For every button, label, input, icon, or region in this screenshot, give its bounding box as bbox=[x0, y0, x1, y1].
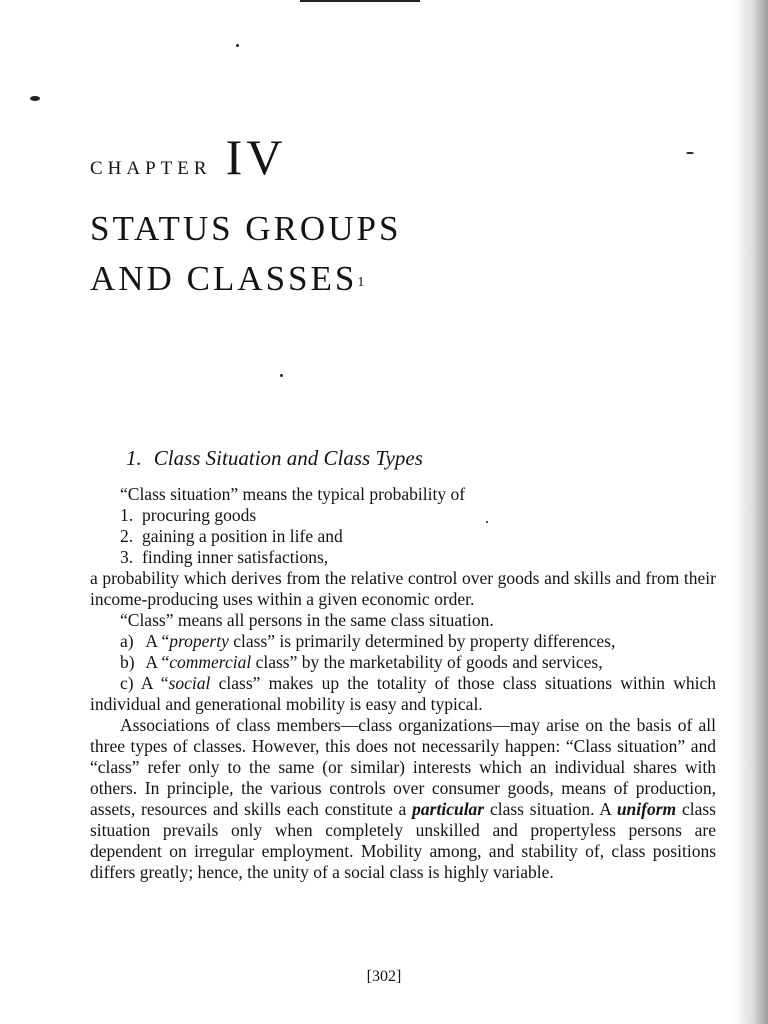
chapter-number: IV bbox=[225, 129, 287, 185]
paragraph-class-situation: “Class situation” means the typical probability of bbox=[120, 484, 466, 504]
list-item bbox=[90, 505, 716, 526]
section-heading bbox=[126, 446, 423, 471]
paragraph-associations-b: class situation. A bbox=[484, 799, 617, 819]
footnote-marker[interactable]: 1 bbox=[357, 275, 365, 290]
chapter-title bbox=[90, 204, 401, 304]
top-rule bbox=[300, 0, 420, 2]
list-item-text: gaining a position in life and bbox=[142, 526, 343, 546]
class-type-pre: A “ bbox=[140, 673, 169, 693]
scan-speck bbox=[280, 374, 283, 377]
class-type-item bbox=[90, 631, 716, 652]
chapter-title-line-2-text: AND CLASSES bbox=[90, 259, 358, 298]
paragraph-class-definition: “Class” means all persons in the same class situation. bbox=[120, 610, 494, 630]
list-item bbox=[90, 547, 716, 568]
list-item-label: 1. bbox=[120, 505, 134, 525]
chapter-label: CHAPTER bbox=[90, 158, 212, 179]
section-number: 1. bbox=[126, 446, 142, 470]
class-type-label: c) bbox=[120, 673, 134, 693]
chapter-title-line-1: STATUS GROUPS bbox=[90, 209, 402, 248]
class-type-pre: A “ bbox=[145, 652, 170, 672]
chapter-heading bbox=[90, 128, 286, 186]
list-item-text: finding inner satisfactions, bbox=[142, 547, 329, 567]
class-type-pre: A “ bbox=[145, 631, 170, 651]
chapter-title-line-2 bbox=[90, 254, 401, 304]
class-type-item bbox=[90, 652, 716, 673]
scan-speck bbox=[686, 152, 694, 154]
page-edge-shadow bbox=[734, 0, 768, 1024]
emphasis-uniform: uniform bbox=[616, 799, 677, 819]
paragraph-associations-c: class situation prevails only when completely unskilled and propertyless persons are dependent on irregular employment. Mobility among, and stability of, class positions differs greatly; hence, the unity of a social class is highly variable. bbox=[90, 799, 716, 882]
list-item-label: 3. bbox=[120, 547, 134, 567]
class-type-term: social bbox=[168, 673, 211, 693]
list-item-text: procuring goods bbox=[142, 505, 257, 525]
list-item-label: 2. bbox=[120, 526, 134, 546]
class-type-label: b) bbox=[120, 652, 135, 672]
emphasis-particular: particular bbox=[412, 799, 485, 819]
body-text bbox=[90, 484, 716, 883]
page-number: [302] bbox=[366, 968, 402, 985]
class-type-post: class” is primarily determined by property differences, bbox=[228, 631, 616, 651]
class-type-label: a) bbox=[120, 631, 134, 651]
scan-speck bbox=[236, 44, 239, 47]
class-type-term: commercial bbox=[169, 652, 252, 672]
list-item bbox=[90, 526, 716, 547]
paragraph-associations-a: Associations of class members—class organizations—may arise on the basis of all three types of classes. However, this does not necessarily happen: “Class situation” and “class” refer only to the same (or similar) interests which an individual shares with others. In principle, the various controls over consumer goods, means of production, assets, resources and skills each constitute a bbox=[90, 715, 716, 819]
section-title: Class Situation and Class Types bbox=[153, 446, 423, 470]
paragraph-probability: a probability which derives from the relative control over goods and skills and from their income-producing uses within a given economic order. bbox=[90, 568, 716, 609]
class-type-term: property bbox=[169, 631, 229, 651]
class-type-post: class” by the marketability of goods and services, bbox=[251, 652, 603, 672]
class-type-post: class” makes up the totality of those class situations within which individual and generational mobility is easy and typical. bbox=[90, 673, 716, 714]
scan-speck bbox=[30, 96, 40, 101]
class-type-item bbox=[90, 673, 716, 715]
paragraph-associations bbox=[90, 715, 716, 883]
